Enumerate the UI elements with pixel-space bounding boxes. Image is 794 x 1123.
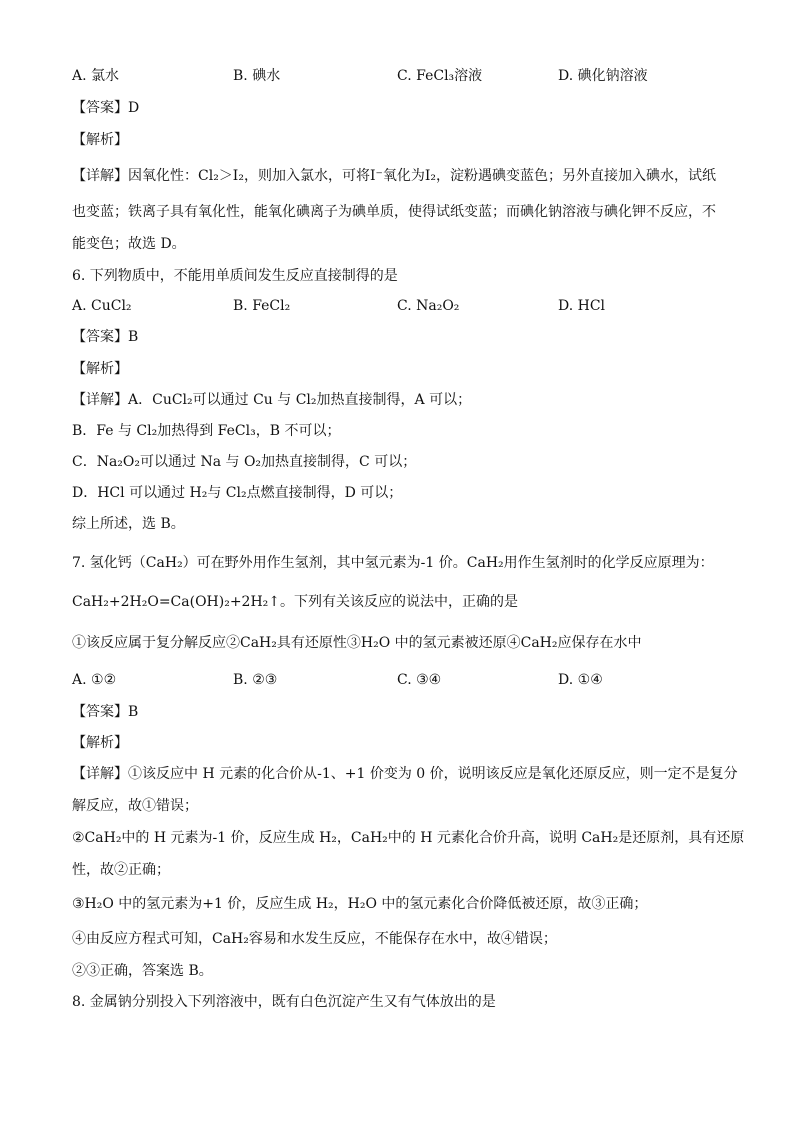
q7-option-d: D. ①④: [558, 672, 603, 688]
q7-detail-line: ③H₂O 中的氢元素为+1 价，反应生成 H₂，H₂O 中的氢元素化合价降低被还原，故③正确；: [72, 896, 648, 912]
q7-option-c: C. ③④: [397, 672, 442, 688]
q6-option-b: B. FeCl₂: [233, 298, 291, 314]
q6-option-a: A. CuCl₂: [72, 298, 132, 314]
q6-detail-line: 【详解】A．CuCl₂可以通过 Cu 与 Cl₂加热直接制得，A 可以；: [72, 392, 472, 408]
q8-stem: 8. 金属钠分别投入下列溶液中，既有白色沉淀产生又有气体放出的是: [72, 994, 496, 1010]
q7-detail-line: 性，故②正确；: [72, 862, 170, 878]
q6-detail-line: B．Fe 与 Cl₂加热得到 FeCl₃，B 不可以；: [72, 423, 341, 439]
q7-detail-line: 【详解】①该反应中 H 元素的化合价从-1、+1 价变为 0 价，说明该反应是氧化还原反应，则一定不是复分: [72, 766, 738, 782]
q6-stem: 6. 下列物质中，不能用单质间发生反应直接制得的是: [72, 268, 398, 284]
q6-answer: 【答案】B: [72, 329, 139, 345]
q5-option-a: A. 氯水: [72, 68, 120, 84]
q6-detail-line: 综上所述，选 B。: [72, 516, 185, 532]
q5-answer: 【答案】D: [72, 100, 140, 116]
q5-detail-line: 也变蓝；铁离子具有氧化性，能氧化碘离子为碘单质，使得试纸变蓝；而碘化钠溶液与碘化钾不反应，不: [72, 204, 716, 220]
q7-option-b: B. ②③: [233, 672, 278, 688]
q7-detail-line: ②CaH₂中的 H 元素为-1 价，反应生成 H₂，CaH₂中的 H 元素化合价升高，说明 CaH₂是还原剂，具有还原: [72, 830, 745, 846]
q6-option-c: C. Na₂O₂: [397, 298, 460, 314]
q6-detail-line: D．HCl 可以通过 H₂与 Cl₂点燃直接制得，D 可以；: [72, 485, 403, 501]
q7-answer: 【答案】B: [72, 704, 139, 720]
q7-detail-line: ④由反应方程式可知，CaH₂容易和水发生反应，不能保存在水中，故④错误；: [72, 931, 557, 947]
q5-analysis: 【解析】: [72, 132, 128, 148]
q7-statements: ①该反应属于复分解反应②CaH₂具有还原性③H₂O 中的氢元素被还原④CaH₂应保存在水中: [72, 635, 642, 651]
q5-detail-line: 能变色；故选 D。: [72, 236, 186, 252]
q7-detail-line: 解反应，故①错误；: [72, 798, 198, 814]
q5-detail-line: 【详解】因氧化性：Cl₂＞I₂，则加入氯水，可将I⁻氧化为I₂，淀粉遇碘变蓝色；另外直接加入碘水，试纸: [72, 168, 717, 184]
q6-analysis: 【解析】: [72, 361, 128, 377]
q7-detail-line: ②③正确，答案选 B。: [72, 963, 213, 979]
q6-detail-line: C．Na₂O₂可以通过 Na 与 O₂加热直接制得，C 可以；: [72, 454, 417, 470]
q5-option-d: D. 碘化钠溶液: [558, 68, 648, 84]
q7-option-a: A. ①②: [72, 672, 117, 688]
q7-equation: CaH₂+2H₂O=Ca(OH)₂+2H₂↑。下列有关该反应的说法中，正确的是: [72, 594, 519, 610]
q5-option-b: B. 碘水: [233, 68, 281, 84]
q7-analysis: 【解析】: [72, 735, 128, 751]
q7-stem: 7. 氢化钙（CaH₂）可在野外用作生氢剂，其中氢元素为-1 价。CaH₂用作生氢剂时的化学反应原理为：: [72, 555, 714, 571]
q5-option-c: C. FeCl₃溶液: [397, 68, 483, 84]
q6-option-d: D. HCl: [558, 298, 606, 314]
